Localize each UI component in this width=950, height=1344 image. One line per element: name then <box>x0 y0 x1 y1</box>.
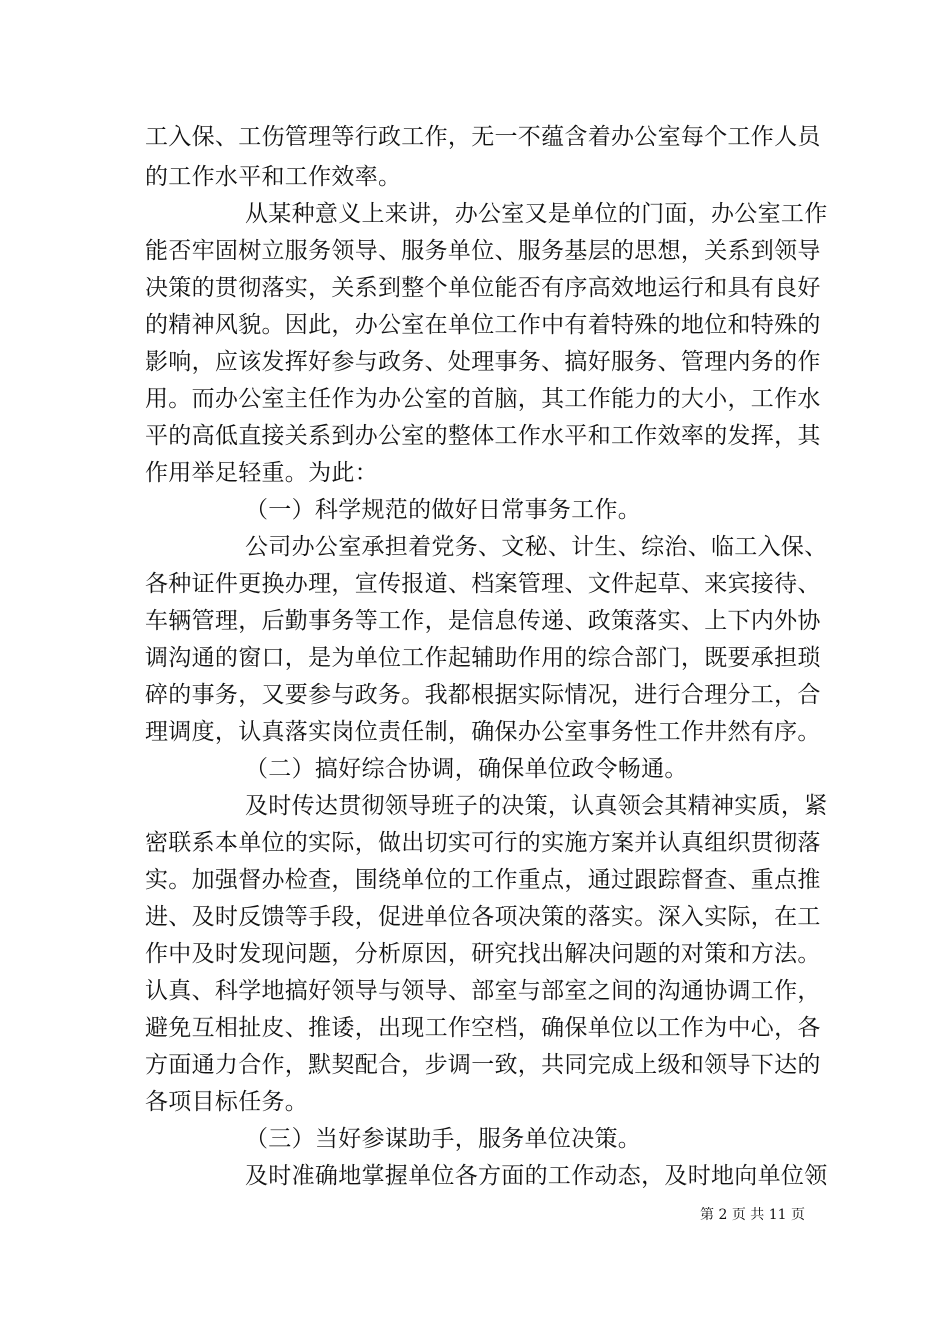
section-heading: （一）科学规范的做好日常事务工作。 <box>245 497 642 523</box>
body-line: 车辆管理，后勤事务等工作，是信息传递、政策落实、上下内外协 <box>145 608 821 634</box>
section-heading: （三）当好参谋助手，服务单位决策。 <box>245 1126 642 1152</box>
body-line: 进、及时反馈等手段，促进单位各项决策的落实。深入实际，在工 <box>145 904 821 930</box>
body-line: 公司办公室承担着党务、文秘、计生、综治、临工入保、 <box>245 534 828 560</box>
body-line: 从某种意义上来讲，办公室又是单位的门面，办公室工作 <box>245 201 828 227</box>
body-line: 方面通力合作，默契配合，步调一致，共同完成上级和领导下达的 <box>145 1052 821 1078</box>
body-line: 及时传达贯彻领导班子的决策，认真领会其精神实质，紧 <box>245 793 828 819</box>
body-line: 避免互相扯皮、推诿，出现工作空档，确保单位以工作为中心，各 <box>145 1015 821 1041</box>
body-line: 的工作水平和工作效率。 <box>145 164 402 190</box>
body-line: 各种证件更换办理，宣传报道、档案管理、文件起草、来宾接待、 <box>145 571 821 597</box>
body-line: 作用举足轻重。为此： <box>145 460 378 486</box>
body-line: 的精神风貌。因此，办公室在单位工作中有着特殊的地位和特殊的 <box>145 312 821 338</box>
body-line: 影响，应该发挥好参与政务、处理事务、搞好服务、管理内务的作 <box>145 349 821 375</box>
body-line: 调沟通的窗口，是为单位工作起辅助作用的综合部门，既要承担琐 <box>145 645 821 671</box>
body-line: 实。加强督办检查，围绕单位的工作重点，通过跟踪督查、重点推 <box>145 867 821 893</box>
body-line: 用。而办公室主任作为办公室的首脑，其工作能力的大小，工作水 <box>145 386 821 412</box>
body-line: 理调度，认真落实岗位责任制，确保办公室事务性工作井然有序。 <box>145 719 821 745</box>
body-line: 碎的事务，又要参与政务。我都根据实际情况，进行合理分工，合 <box>145 682 821 708</box>
body-line: 及时准确地掌握单位各方面的工作动态，及时地向单位领 <box>245 1163 828 1189</box>
body-line: 工入保、工伤管理等行政工作，无一不蕴含着办公室每个工作人员 <box>145 124 821 150</box>
body-line: 决策的贯彻落实，关系到整个单位能否有序高效地运行和具有良好 <box>145 275 821 301</box>
body-line: 平的高低直接关系到办公室的整体工作水平和工作效率的发挥，其 <box>145 423 821 449</box>
body-line: 认真、科学地搞好领导与领导、部室与部室之间的沟通协调工作， <box>145 978 821 1004</box>
section-heading: （二）搞好综合协调，确保单位政令畅通。 <box>245 756 688 782</box>
body-line: 密联系本单位的实际，做出切实可行的实施方案并认真组织贯彻落 <box>145 830 821 856</box>
body-line: 作中及时发现问题，分析原因，研究找出解决问题的对策和方法。 <box>145 941 821 967</box>
body-line: 各项目标任务。 <box>145 1089 309 1115</box>
page-number-footer: 第 2 页 共 11 页 <box>700 1207 805 1223</box>
body-line: 能否牢固树立服务领导、服务单位、服务基层的思想，关系到领导 <box>145 238 821 264</box>
